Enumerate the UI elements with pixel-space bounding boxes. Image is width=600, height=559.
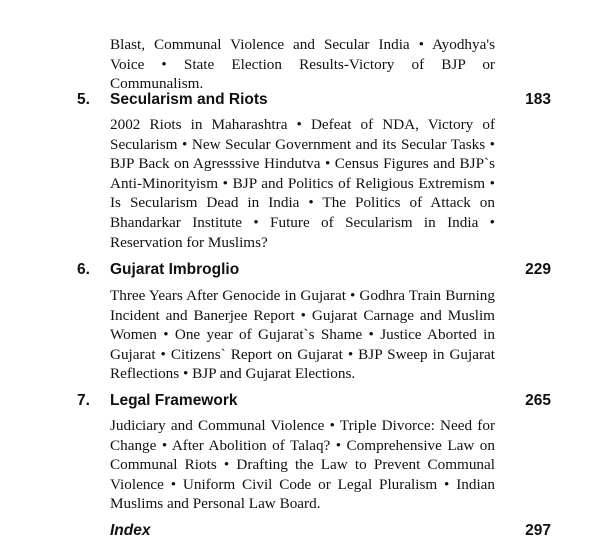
chapter-page-number: 183 bbox=[525, 91, 551, 108]
index-title: Index bbox=[110, 522, 151, 539]
chapter-title: Secularism and Riots bbox=[110, 91, 268, 108]
continued-chapter-contents: Blast, Communal Violence and Secular India • Ayodhya's Voice • State Election Results-Victory of BJP or Communalism. bbox=[110, 36, 495, 93]
chapter-heading-5[interactable] bbox=[0, 89, 600, 113]
chapter-contents-6: Three Years After Genocide in Gujarat • Godhra Train Burning Incident and Banerjee Report • Gujarat Carnage and Muslim Women • One year of Gujarat`s Shame • Justice Aborted in Gujarat • Citizens` Report on Gujarat • BJP Sweep in Gujarat Reflections • BJP and Gujarat Elections. bbox=[110, 287, 495, 383]
chapter-number: 6. bbox=[77, 261, 90, 278]
chapter-page-number: 229 bbox=[525, 261, 551, 278]
chapter-number: 7. bbox=[77, 392, 90, 409]
chapter-title: Legal Framework bbox=[110, 392, 238, 409]
chapter-page-number: 265 bbox=[525, 392, 551, 409]
chapter-heading-6[interactable] bbox=[0, 259, 600, 283]
chapter-contents-7: Judiciary and Communal Violence • Triple Divorce: Need for Change • After Abolition of Talaq? • Comprehensive Law on Communal Riots • Drafting the Law to Prevent Communal Violence • Uniform Civil Code or Legal Pluralism • Indian Muslims and Personal Law Board. bbox=[110, 417, 495, 513]
chapter-contents-5: 2002 Riots in Maharashtra • Defeat of NDA, Victory of Secularism • New Secular Government and its Secular Tasks • BJP Back on Agresssive Hindutva • Census Figures and BJP`s Anti-Minorityism • BJP and Politics of Religious Extremism • Is Secularism Dead in India • The Politics of Attack on Bhandarkar Institute • Future of Secularism in India • Reservation for Muslims? bbox=[110, 116, 495, 251]
index-heading[interactable] bbox=[0, 520, 600, 544]
chapter-heading-7[interactable] bbox=[0, 390, 600, 414]
chapter-title: Gujarat Imbroglio bbox=[110, 261, 240, 278]
index-page-number: 297 bbox=[525, 522, 551, 539]
chapter-number: 5. bbox=[77, 91, 90, 108]
